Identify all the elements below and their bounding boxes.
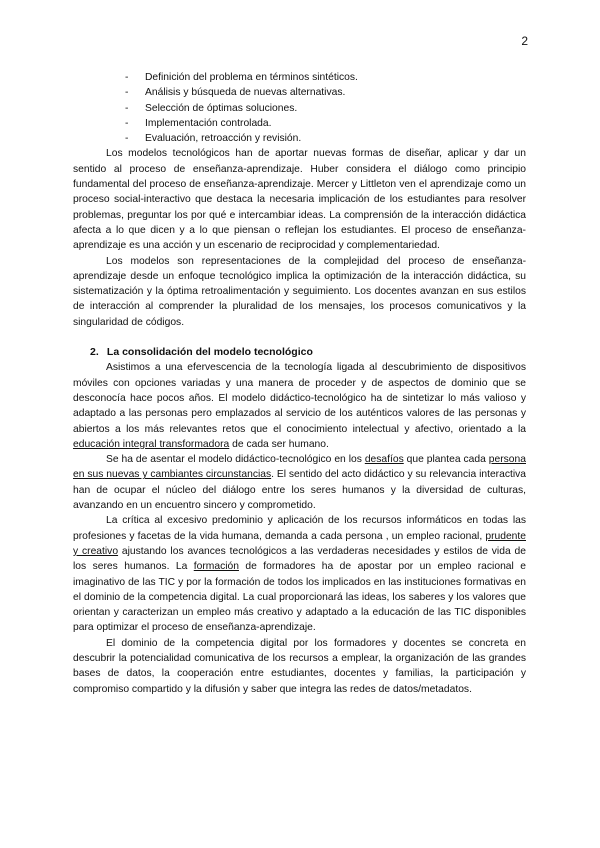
- document-body: [73, 70, 526, 697]
- page-number: 2: [521, 34, 528, 48]
- section-number: 2.: [90, 346, 99, 359]
- paragraph-text: La crítica al excesivo predominio y aplicación de los recursos informáticos en todas las profesiones y facetas de la vida humana, demanda a cada persona , un empleo racional,: [73, 515, 526, 542]
- bullet-marker: -: [125, 117, 129, 129]
- underlined-phrase: formación: [193, 561, 239, 573]
- underlined-phrase: educación integral transformadora: [73, 438, 230, 450]
- list-item-text: Definición del problema en términos sintéticos.: [145, 72, 358, 83]
- bullet-marker: -: [125, 133, 129, 145]
- paragraph-critique: [73, 513, 526, 635]
- paragraph-models-dialogue: Los modelos tecnológicos han de aportar nuevas formas de diseñar, aplicar y dar un sentido al proceso de enseñanza-aprendizaje. Huber considera el diálogo como principio fundamental del proceso de enseñanza-aprendizaje. Mercer y Littleton ven el aprendizaje como un proceso social-interactivo que destaca la necesaria implicación de los estudiantes para resolver problemas, preguntar los por qué e intercambiar ideas. La comprensión de la interacción didáctica afecta a lo que dicen y a lo que piensan o reflejan los estudiantes. El proceso de enseñanza-aprendizaje es una acción y un escenario de reciprocidad y complementariedad.: [73, 148, 526, 252]
- paragraph-text: de cada ser humano.: [229, 438, 329, 450]
- list-item-text: Análisis y búsqueda de nuevas alternativas.: [145, 87, 346, 99]
- list-item-text: Implementación controlada.: [145, 117, 272, 129]
- paragraph-text: ajustando los avances tecnológicos a las verdaderas necesidades y estilos de vida de los seres humanos. La: [73, 545, 526, 573]
- underlined-phrase: desafíos: [364, 454, 404, 466]
- list-item-text: Selección de óptimas soluciones.: [145, 102, 298, 114]
- underlined-phrase: prudente y creativo: [73, 530, 526, 557]
- paragraph-text: de formadores ha de apostar por un empleo racional e imaginativo de las TIC y por la formación de todos los implicados en las instituciones formativas en el dominio de la competencia digital. La cual proporcionará las ideas, los saberes y los valores que orientan y caracterizan un empleo más creativo y adaptado a la educación de las TIC disponibles para optimizar el proceso de enseñanza-aprendizaje.: [73, 561, 526, 634]
- list-item: [73, 101, 526, 116]
- list-item: [73, 70, 526, 85]
- underlined-phrase: persona en sus nuevas y cambiantes circunstancias: [73, 454, 526, 481]
- paragraph-text: que plantea cada: [403, 454, 489, 466]
- paragraph-challenges: [73, 452, 526, 513]
- list-item: [73, 116, 526, 131]
- paragraph-text: . El sentido del acto didáctico y su relevancia interactiva han de ocupar el núcleo del diálogo entre los seres humanos y la diversidad de culturas, avanzando en un encuentro sincero y comprometido.: [73, 469, 526, 512]
- paragraph-digital-competence: El dominio de la competencia digital por los formadores y docentes se concreta en descubrir la potencialidad comunicativa de los recursos a emplear, la organización de las grandes bases de datos, la cooperación entre estudiantes, docentes y familias, la participación y compromiso compartido y la difusión y saber que integra las redes de datos/metadatos.: [73, 637, 526, 695]
- bullet-marker: -: [125, 102, 129, 114]
- section-title: La consolidación del modelo tecnológico: [106, 346, 313, 359]
- section-heading: [73, 345, 526, 360]
- list-item: [73, 131, 526, 146]
- paragraph-mobile-devices: [73, 360, 526, 452]
- bullet-marker: -: [125, 72, 129, 83]
- paragraph-models-representations: Los modelos son representaciones de la complejidad del proceso de enseñanza-aprendizaje desde un enfoque tecnológico implica la optimización de la interacción didáctica, su sistematización y la óptima retroalimentación y seguimiento. Los docentes avanzan en sus estilos de interacción al comprender la pluralidad de los mensajes, los procesos comunicativos y la singularidad de códigos.: [73, 255, 526, 328]
- paragraph-text: Asistimos a una efervescencia de la tecnología ligada al descubrimiento de dispositivos móviles con opciones variadas y una manera de proceder y de aspectos de dominio que se desconocía hace pocos años. El modelo didáctico-tecnológico ha de sintetizar lo más valioso y adaptado a las personas pero emplazados al servicio de los auténticos valores de las personas y abiertos a los más relevantes retos que el conocimiento intelectual y afectivo, orientado a la: [73, 362, 526, 435]
- paragraph-text: Se ha de asentar el modelo didáctico-tecnológico en los: [106, 454, 365, 466]
- steps-list: [73, 70, 526, 146]
- list-item-text: Evaluación, retroacción y revisión.: [145, 133, 302, 145]
- bullet-marker: -: [125, 87, 129, 99]
- list-item: [73, 85, 526, 100]
